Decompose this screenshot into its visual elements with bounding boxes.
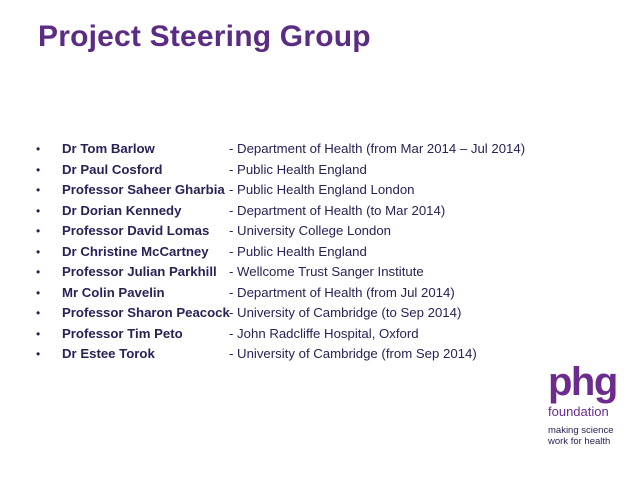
member-name: Professor Saheer Gharbia [62, 182, 225, 197]
member-name: Professor Julian Parkhill [62, 264, 217, 279]
list-item [36, 223, 525, 244]
list-item [36, 326, 525, 347]
member-name: Professor Tim Peto [62, 325, 183, 341]
member-name: Dr Christine McCartney [62, 243, 209, 259]
member-name: Dr Tom Barlow [62, 141, 155, 156]
member-name: Mr Colin Pavelin [62, 284, 165, 300]
bullet-icon: • [36, 326, 41, 341]
phg-foundation-logo [548, 362, 634, 447]
member-name: Dr Estee Torok [62, 346, 155, 361]
member-role: - Public Health England [229, 161, 367, 177]
member-role: - Department of Health (from Jul 2014) [229, 284, 455, 300]
list-item [36, 162, 525, 183]
bullet-icon: • [36, 285, 41, 300]
list-item [36, 244, 525, 265]
list-item [36, 182, 525, 203]
member-role: - University College London [229, 223, 391, 238]
list-item [36, 285, 525, 306]
logo-subtitle: foundation [548, 404, 609, 419]
bullet-icon: • [36, 265, 41, 279]
list-item [36, 141, 525, 162]
bullet-icon: • [36, 142, 41, 156]
member-role: - Department of Health (to Mar 2014) [229, 202, 446, 218]
logo-tagline-line-1: making science [548, 425, 614, 436]
bullet-icon: • [36, 162, 41, 177]
bullet-icon: • [36, 203, 41, 218]
bullet-icon: • [36, 224, 41, 238]
member-name: Professor David Lomas [62, 223, 210, 238]
member-role: - Wellcome Trust Sanger Institute [229, 264, 424, 279]
bullet-icon: • [36, 183, 41, 197]
list-item [36, 305, 525, 326]
bullet-icon: • [36, 244, 41, 259]
steering-group-list [36, 141, 525, 367]
member-role: - Department of Health (from Mar 2014 – Jul 2014) [229, 141, 526, 156]
list-item [36, 203, 525, 224]
member-name: Dr Dorian Kennedy [62, 202, 182, 218]
member-role: - University of Cambridge (to Sep 2014) [229, 305, 462, 320]
page-title: Project Steering Group [38, 20, 371, 53]
member-role: - John Radcliffe Hospital, Oxford [229, 325, 419, 341]
bullet-icon: • [36, 347, 41, 361]
logo-mark: phg [548, 360, 617, 404]
logo-tagline-line-2: work for health [548, 436, 611, 447]
list-item [36, 346, 525, 367]
member-name: Dr Paul Cosford [62, 161, 163, 177]
member-role: - University of Cambridge (from Sep 2014) [229, 346, 477, 361]
member-role: - Public Health England London [229, 182, 415, 197]
member-role: - Public Health England [229, 243, 367, 259]
bullet-icon: • [36, 306, 41, 320]
member-name: Professor Sharon Peacock [62, 305, 230, 320]
list-item [36, 264, 525, 285]
